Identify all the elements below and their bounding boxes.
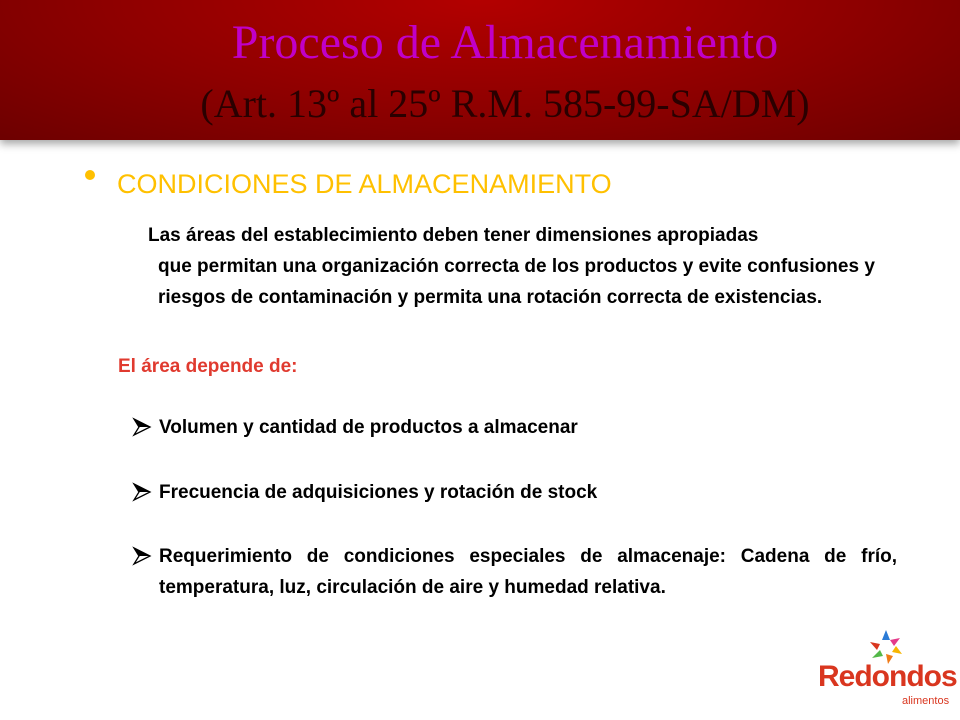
redondos-logo [818,628,957,710]
description-paragraph [148,220,898,313]
logo-tagline: alimentos [902,695,950,707]
arrow-bullet-icon [132,546,152,566]
list-item-text: Requerimiento de condiciones especiales de almacenaje: Cadena de frío, temperatura, luz, circulación de aire y humedad relativa. [159,546,897,598]
list-item-text: Frecuencia de adquisiciones y rotación de stock [159,482,598,503]
paragraph-continuation: que permitan una organización correcta de los productos y evite confusiones y riesgos de contaminación y permita una rotación correcta de existencias. [158,256,875,308]
list-item-text: Volumen y cantidad de productos a almacenar [159,417,578,438]
arrow-bullet-icon [132,417,152,437]
area-depends-label: El área depende de: [118,356,298,377]
slide-subtitle: (Art. 13º al 25º R.M. 585-99-SA/DM) [200,81,810,126]
section-heading: CONDICIONES DE ALMACENAMIENTO [117,169,612,199]
title-banner [0,0,960,140]
logo-name: Redondos [818,660,957,693]
list-item [132,412,897,443]
paragraph-first-line: Las áreas del establecimiento deben tener dimensiones apropiadas [148,225,759,246]
bullet-dot-icon [85,170,95,180]
list-item [132,477,897,508]
arrow-bullet-icon [132,482,152,502]
list-item [132,541,897,603]
slide-title: Proceso de Almacenamiento [231,16,779,69]
